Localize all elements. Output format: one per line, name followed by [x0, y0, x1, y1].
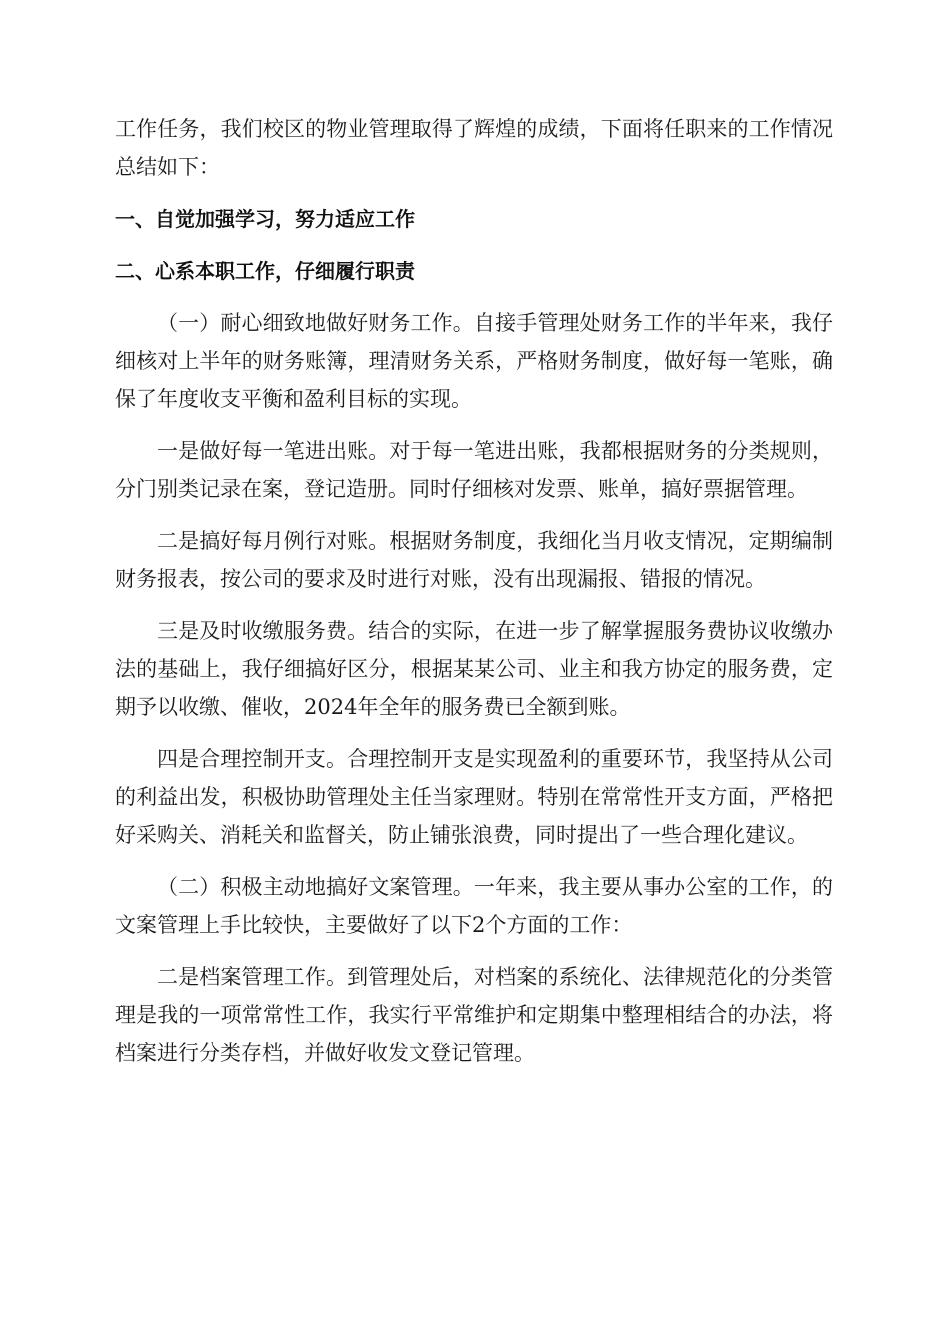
body-paragraph: 一是做好每一笔进出账。对于每一笔进出账，我都根据财务的分类规则，分门别类记录在案，登记造册。同时仔细核对发票、账单，搞好票据管理。 [115, 439, 833, 501]
body-paragraph: （一）耐心细致地做好财务工作。自接手管理处财务工作的半年来，我仔细核对上半年的财务账簿，理清财务关系，严格财务制度，做好每一笔账，确保了年度收支平衡和盈利目标的实现。 [115, 311, 833, 411]
body-paragraph: 二是搞好每月例行对账。根据财务制度，我细化当月收支情况，定期编制财务报表，按公司的要求及时进行对账，没有出现漏报、错报的情况。 [115, 529, 833, 591]
document-body [115, 110, 833, 1086]
body-paragraph: 二是档案管理工作。到管理处后，对档案的系统化、法律规范化的分类管理是我的一项常常性工作，我实行平常维护和定期集中整理相结合的办法，将档案进行分类存档，并做好收发文登记管理。 [115, 965, 833, 1065]
body-paragraph: 三是及时收缴服务费。结合的实际，在进一步了解掌握服务费协议收缴办法的基础上，我仔细搞好区分，根据某某公司、业主和我方协定的服务费，定期予以收缴、催收，2024年全年的服务费已全额到账。 [115, 619, 833, 719]
body-paragraph: （二）积极主动地搞好文案管理。一年来，我主要从事办公室的工作，的文案管理上手比较快，主要做好了以下2个方面的工作： [115, 875, 833, 937]
section-heading: 一、自觉加强学习，努力适应工作 [115, 207, 415, 231]
body-paragraph: 四是合理控制开支。合理控制开支是实现盈利的重要环节，我坚持从公司的利益出发，积极协助管理处主任当家理财。特别在常常性开支方面，严格把好采购关、消耗关和监督关，防止铺张浪费，同时提出了一些合理化建议。 [115, 747, 833, 847]
section-heading: 二、心系本职工作，仔细履行职责 [115, 259, 415, 283]
body-paragraph: 工作任务，我们校区的物业管理取得了辉煌的成绩，下面将任职来的工作情况总结如下： [115, 117, 833, 179]
